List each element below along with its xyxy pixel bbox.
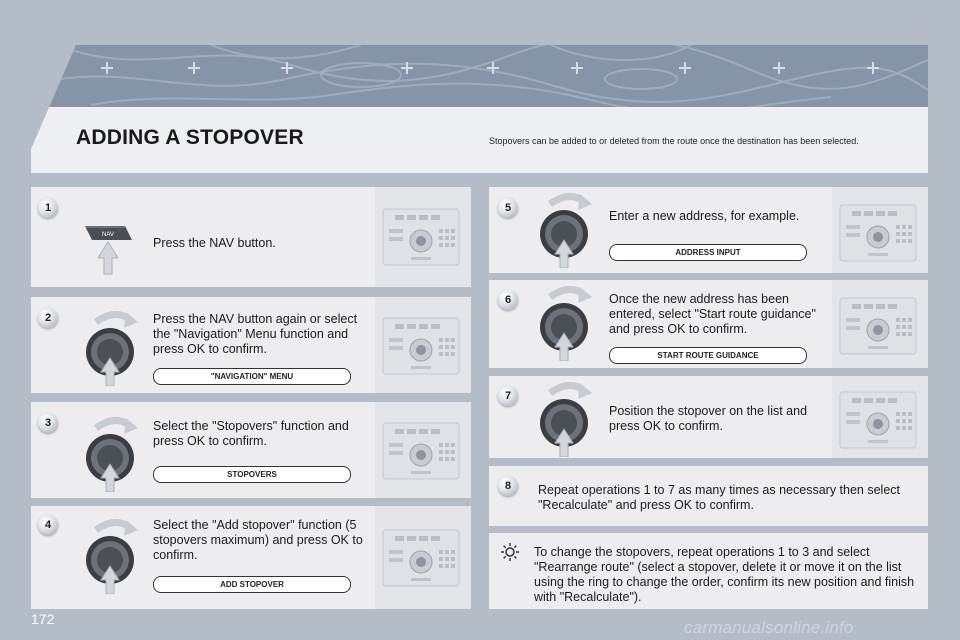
- banner-corner: [31, 45, 76, 149]
- step-number-badge: 1: [38, 198, 58, 218]
- console-thumbnail-icon: [838, 296, 918, 356]
- rotary-knob-icon: [532, 188, 602, 268]
- console-thumbnail-icon: [381, 421, 461, 481]
- console-thumbnail-icon: [381, 207, 461, 267]
- menu-option-stopovers: STOPOVERS: [153, 466, 351, 483]
- step-number-badge: 4: [38, 515, 58, 535]
- lightbulb-icon: [500, 542, 520, 562]
- rotary-knob-icon: [78, 514, 148, 594]
- step-5-text: Enter a new address, for example.: [609, 209, 800, 223]
- console-thumbnail-icon: [838, 390, 918, 450]
- watermark: carmanualsonline.info: [684, 618, 854, 637]
- rotary-knob-icon: [78, 412, 148, 492]
- header-banner: [31, 45, 928, 107]
- console-thumbnail-icon: [838, 203, 918, 263]
- nav-button-label: NAV: [102, 232, 114, 238]
- step-3-text: Select the "Stopovers" function and press OK to confirm.: [153, 419, 349, 448]
- step-8-text: Repeat operations 1 to 7 as many times as necessary then select "Recalculate" and press OK to confirm.: [538, 483, 900, 512]
- console-thumbnail-icon: [381, 316, 461, 376]
- step-number-badge: 5: [498, 198, 518, 218]
- tip-text: To change the stopovers, repeat operations 1 to 3 and select "Rearrange route" (select a stopover, delete it or move it on the list using the ring to change the order, confirm its new position and finish with "Recalculate").: [534, 545, 915, 604]
- rotary-knob-icon: [532, 281, 602, 361]
- menu-option-address-input: ADDRESS INPUT: [609, 244, 807, 261]
- step-1-text: Press the NAV button.: [153, 236, 276, 250]
- rotary-knob-icon: [78, 306, 148, 386]
- step-2-text: Press the NAV button again or select the "Navigation" Menu function and press OK to confirm.: [153, 312, 358, 356]
- step-6-text: Once the new address has been entered, select "Start route guidance" and press OK to confirm.: [609, 292, 816, 336]
- step-number-badge: 8: [498, 476, 518, 496]
- page-number: 172: [31, 611, 55, 627]
- intro-text: Stopovers can be added to or deleted from the route once the destination has been selected.: [489, 136, 859, 146]
- console-thumbnail-icon: [381, 528, 461, 588]
- step-number-badge: 7: [498, 386, 518, 406]
- nav-button-icon: [80, 218, 140, 276]
- step-number-badge: 2: [38, 308, 58, 328]
- topographic-pattern: [31, 45, 928, 107]
- page-title: ADDING A STOPOVER: [76, 126, 304, 149]
- step-4-text: Select the "Add stopover" function (5 stopovers maximum) and press OK to confirm.: [153, 518, 363, 562]
- step-7-text: Position the stopover on the list and press OK to confirm.: [609, 404, 808, 433]
- menu-option-navigation: "NAVIGATION" MENU: [153, 368, 351, 385]
- step-number-badge: 6: [498, 290, 518, 310]
- step-number-badge: 3: [38, 413, 58, 433]
- menu-option-add-stopover: ADD STOPOVER: [153, 576, 351, 593]
- rotary-knob-icon: [532, 377, 602, 457]
- menu-option-start-route-guidance: START ROUTE GUIDANCE: [609, 347, 807, 364]
